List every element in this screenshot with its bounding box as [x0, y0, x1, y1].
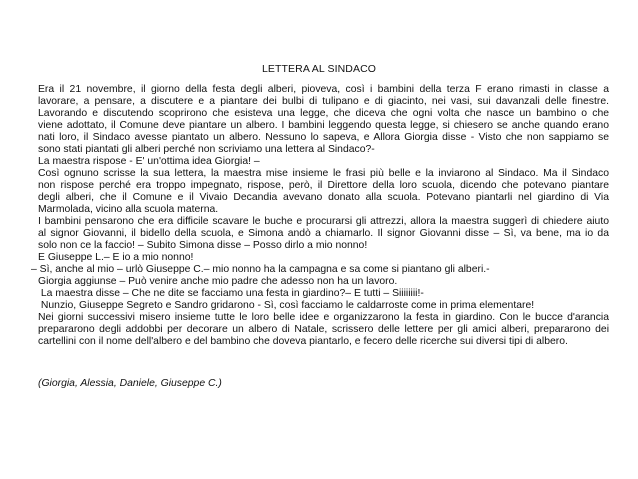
- paragraph-line-19: Nunzio, Giuseppe Segreto e Sandro gridarono - Sì, così facciamo le caldarroste come in prima elementare!: [38, 300, 535, 311]
- paragraph-line-13: al signor Giovanni, il bidello della scuola, e Simona andò a chiamarlo. Il signor Giovanni disse – Sì, va bene, ma io da: [38, 228, 609, 239]
- paragraph-line-4: viene adottato, il Comune deve piantare un albero. I bambini leggendo questa legge, si chiesero se anche quando erano: [38, 120, 609, 131]
- paragraph-line-9: non rispose perché era troppo impegnato, rispose, però, il Direttore della loro scuola, dicendo che potevano piantare: [38, 180, 609, 191]
- document-title: LETTERA AL SINDACO: [261, 63, 377, 75]
- paragraph-line-8: Così ognuno scrisse la sua lettera, la maestra mise insieme le frasi più belle e la inviarono al Sindaco. Ma il Sindaco: [38, 168, 609, 179]
- paragraph-line-11: Marmolada, vicino alla scuola materna.: [38, 204, 219, 215]
- paragraph-line-14: solo non ce la faccio! – Subito Simona disse – Posso dirlo a mio nonno!: [38, 240, 368, 251]
- paragraph-line-22: cartellini con il nome dell'albero e del bambino che doveva piantarlo, e fecero delle ricerche sui diversi tipi di albero.: [38, 336, 568, 347]
- paragraph-line-20: Nei giorni successivi misero insieme tutte le loro belle idee e organizzarono la festa in giardino. Con le bucce d'arancia: [38, 312, 609, 323]
- paragraph-line-15: E Giuseppe L.– E io a mio nonno!: [38, 252, 194, 263]
- paragraph-line-1: Era il 21 novembre, il giorno della festa degli alberi, pioveva, così i bambini della terza F erano rimasti in classe a: [38, 84, 609, 95]
- paragraph-line-17: Giorgia aggiunse – Può venire anche mio padre che adesso non ha un lavoro.: [38, 276, 398, 287]
- paragraph-line-3: Lavorando e discutendo scoprirono che esisteva una legge, che diceva che ogni volta che nasce un bambino o che: [38, 108, 609, 119]
- signature: (Giorgia, Alessia, Daniele, Giuseppe C.): [38, 378, 222, 389]
- paragraph-line-12: I bambini pensarono che era difficile scavare le buche e procurarsi gli attrezzi, allora la maestra suggerì di chiedere aiuto: [38, 216, 609, 227]
- paragraph-line-7: La maestra rispose - E' un'ottima idea Giorgia! –: [38, 156, 260, 167]
- paragraph-line-21: prepararono degli addobbi per decorare un albero di Natale, scrissero delle lettere per gli amici alberi, prepararono dei: [38, 324, 609, 335]
- paragraph-line-18: La maestra disse – Che ne dite se facciamo una festa in giardino?– E tutti – Siiiiiiii!-: [38, 288, 424, 299]
- paragraph-line-6: sono stati piantati gli alberi perché non scriviamo una lettera al Sindaco?-: [38, 144, 375, 155]
- paragraph-line-5: nati loro, il Sindaco avesse piantato un albero. Nessuno lo sapeva, e Allora Giorgia disse - Visto che non sappiamo se: [38, 132, 609, 143]
- paragraph-line-2: lavorare, a pensare, a discutere e a piantare dei bulbi di tulipano e di giacinto, nei vasi, sui davanzali delle finestre.: [38, 96, 609, 107]
- paragraph-line-16: – Sì, anche al mio – urlò Giuseppe C.– mio nonno ha la campagna e sa come si piantano gli alberi.-: [31, 264, 490, 275]
- paragraph-line-10: degli alberi, che il Comune e il Vivaio Decandia avevano donato alla scuola. Potevano piantarli nel giardino di Via: [38, 192, 609, 203]
